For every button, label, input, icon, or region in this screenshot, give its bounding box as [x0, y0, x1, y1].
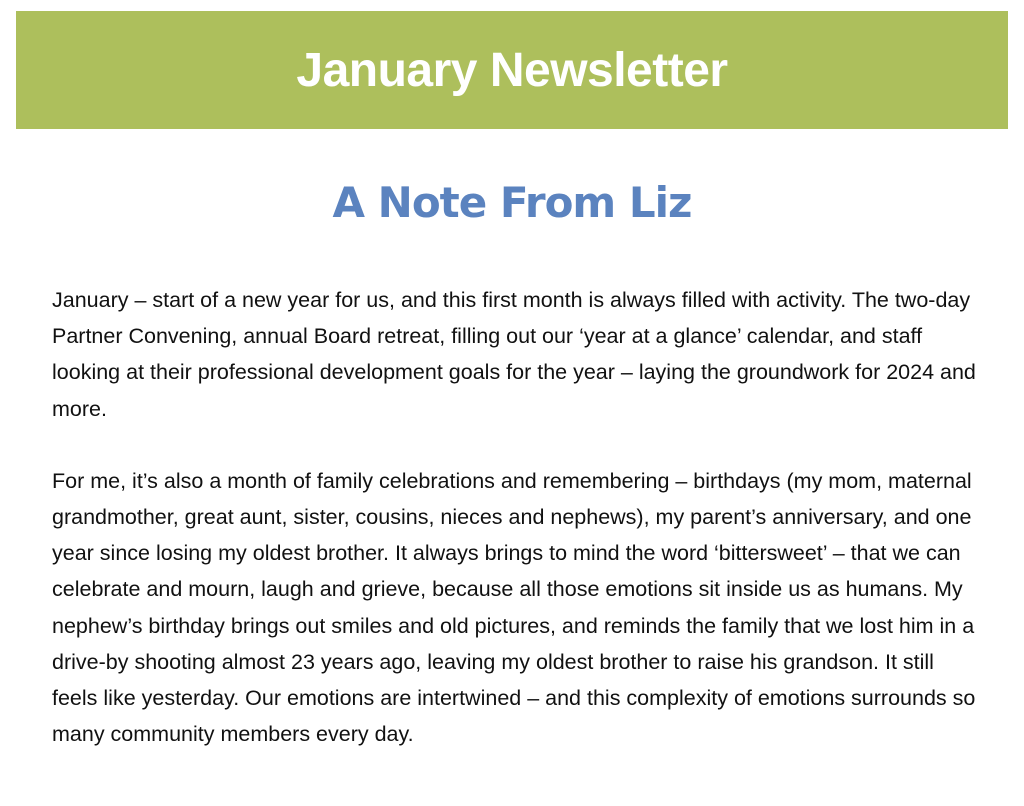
note-heading: A Note From Liz: [332, 178, 692, 227]
note-body: [52, 282, 982, 788]
newsletter-banner: [16, 11, 1008, 129]
newsletter-title: January Newsletter: [296, 43, 728, 97]
paragraph: January – start of a new year for us, and this first month is always filled with activity. The two-day Partner Convening, annual Board retreat, filling out our ‘year at a glance’ calendar, and staff looking at their professional development goals for the year – laying the groundwork for 2024 and more.: [52, 288, 976, 421]
paragraph: For me, it’s also a month of family celebrations and remembering – birthdays (my mom, maternal grandmother, great aunt, sister, cousins, nieces and nephews), my parent’s anniversary, and one year since losing my oldest brother. It always brings to mind the word ‘bittersweet’ – that we can celebrate and mourn, laugh and grieve, because all those emotions sit inside us as humans. My nephew’s birthday brings out smiles and old pictures, and reminds the family that we lost him in a drive-by shooting almost 23 years ago, leaving my oldest brother to raise his grandson. It still feels like yesterday. Our emotions are intertwined – and this complexity of emotions surrounds so many community members every day.: [52, 468, 976, 747]
